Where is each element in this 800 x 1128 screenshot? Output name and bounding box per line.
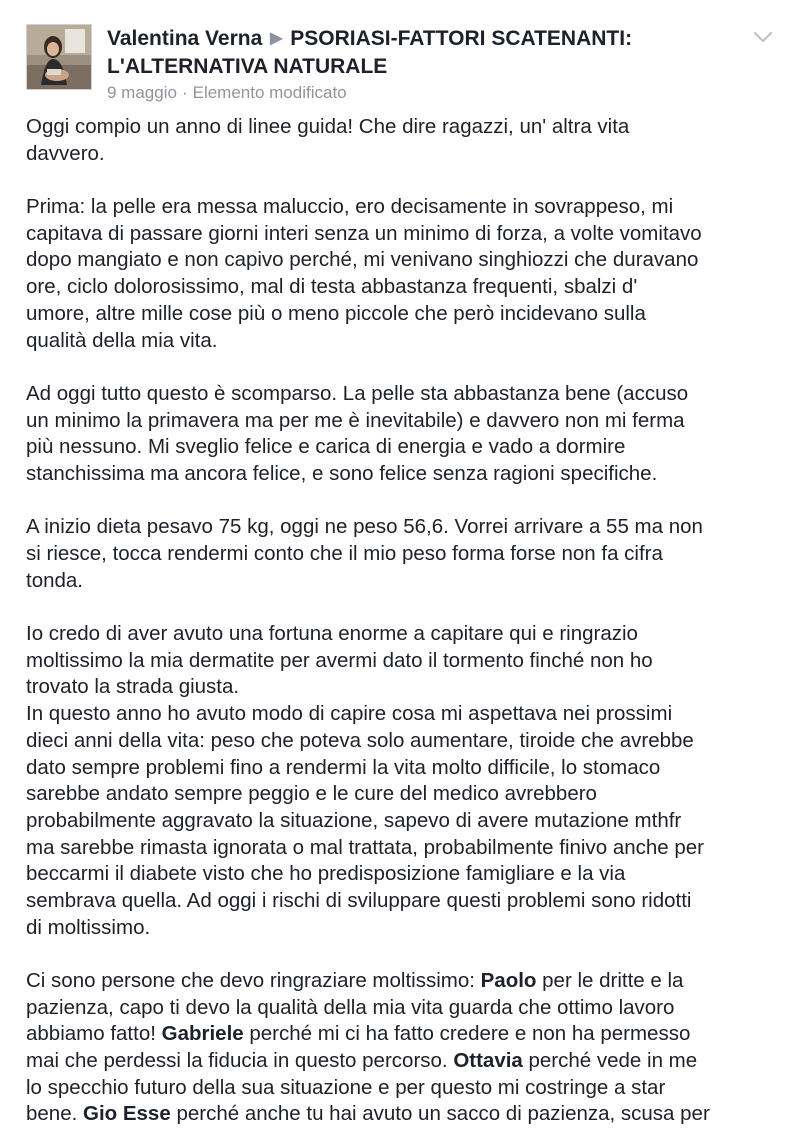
author-name[interactable]: Valentina Verna xyxy=(107,27,263,50)
post-line: lo specchio futuro della sua situazione e per questo mi costringe a star xyxy=(26,1075,666,1099)
post-line: più nessuno. Mi sveglio felice e carica di energia e vado a dormire xyxy=(26,435,626,459)
mention-gabriele[interactable]: Gabriele xyxy=(161,1022,244,1046)
post-line: ore, ciclo dolorosissimo, mal di testa abbastanza frequenti, sbalzi d' xyxy=(26,275,638,299)
post-options-button[interactable] xyxy=(752,30,774,44)
post-line: dopo mangiato e non capivo perché, mi venivano singhiozzi che duravano xyxy=(26,248,699,272)
post-meta xyxy=(107,82,347,104)
post-line: trovato la strada giusta. xyxy=(26,675,240,699)
post-title xyxy=(107,26,747,80)
post-line: davvero. xyxy=(26,141,105,165)
post-line: bene. Gio Esse perché anche tu hai avuto un sacco di pazienza, scusa per xyxy=(26,1102,710,1126)
author-avatar[interactable] xyxy=(26,24,92,90)
post-line: beccarmi il diabete visto che ho predisposizione famigliare e la via xyxy=(26,862,626,886)
post-body xyxy=(26,114,786,1128)
post-line: A inizio dieta pesavo 75 kg, oggi ne peso 56,6. Vorrei arrivare a 55 ma non xyxy=(26,515,703,539)
post-line: sembrava quella. Ad oggi i rischi di sviluppare questi problemi sono ridotti xyxy=(26,888,692,912)
right-triangle-icon: ▶ xyxy=(270,30,283,47)
mention-gio-esse[interactable]: Gio Esse xyxy=(83,1102,171,1126)
post-line: capitava di passare giorni interi senza un minimo di forza, a volte vomitavo xyxy=(26,221,702,245)
paragraph-gap xyxy=(26,354,786,381)
group-name[interactable]: PSORIASI-FATTORI SCATENANTI: L'ALTERNATIVA NATURALE xyxy=(107,27,633,78)
post-line: sarebbe andato sempre peggio e le cure del medico avrebbero xyxy=(26,782,597,806)
mention-paolo[interactable]: Paolo xyxy=(480,969,537,992)
post-line: pazienza, capo ti devo la qualità della mia vita guarda che ottimo lavoro xyxy=(26,995,675,1019)
post-line: stanchissima ma ancora felice, e sono felice senza ragioni specifiche. xyxy=(26,461,658,485)
mention-ottavia[interactable]: Ottavia xyxy=(453,1049,523,1073)
paragraph-gap xyxy=(26,167,786,194)
post-line: Ci sono persone che devo ringraziare moltissimo: Paolo per le dritte e la xyxy=(26,969,684,992)
post-line: qualità della mia vita. xyxy=(26,328,218,352)
post-line: tonda. xyxy=(26,568,83,592)
post-line: Oggi compio un anno di linee guida! Che dire ragazzi, un' altra vita xyxy=(26,115,630,138)
meta-separator: · xyxy=(181,83,188,102)
post-line: si riesce, tocca rendermi conto che il mio peso forma forse non fa cifra xyxy=(26,542,663,565)
post-line: Io credo di aver avuto una fortuna enorme a capitare qui e ringrazio xyxy=(26,622,638,646)
post-line: Prima: la pelle era messa maluccio, ero decisamente in sovrappeso, mi xyxy=(26,195,674,219)
edited-label[interactable]: Elemento modificato xyxy=(192,83,347,102)
post-line: dato sempre problemi fino a rendermi la vita molto difficile, lo stomaco xyxy=(26,755,661,779)
post-line: ma sarebbe rimasta ignorata o mal trattata, probabilmente finivo anche per xyxy=(26,835,705,859)
post-line: mai che perdessi la fiducia in questo percorso. Ottavia perché vede in me xyxy=(26,1049,698,1073)
post-line: di moltissimo. xyxy=(26,915,151,939)
post-line: moltissimo la mia dermatite per avermi dato il tormento finché non ho xyxy=(26,648,653,672)
post-line: In questo anno ho avuto modo di capire cosa mi aspettava nei prossimi xyxy=(26,702,673,726)
post-line: umore, altre mille cose più o meno piccole che però incidevano sulla xyxy=(26,301,646,325)
post-header xyxy=(0,0,800,110)
paragraph-gap xyxy=(26,488,786,515)
post-line: probabilmente aggravato la situazione, sapevo di avere mutazione mthfr xyxy=(26,808,682,832)
post-line: Ad oggi tutto questo è scomparso. La pelle sta abbastanza bene (accuso xyxy=(26,381,689,405)
chevron-down-icon xyxy=(752,30,774,44)
post-line: dieci anni della vita: peso che poteva solo aumentare, tiroide che avrebbe xyxy=(26,728,694,752)
post-line: abbiamo fatto! Gabriele perché mi ci ha fatto credere e non ha permesso xyxy=(26,1022,691,1046)
post-date[interactable]: 9 maggio xyxy=(107,83,177,102)
paragraph-gap xyxy=(26,594,786,621)
paragraph-gap xyxy=(26,941,786,968)
post-line: un minimo la primavera ma per me è inevitabile) e davvero non mi ferma xyxy=(26,408,685,432)
avatar-photo-icon xyxy=(27,25,91,89)
